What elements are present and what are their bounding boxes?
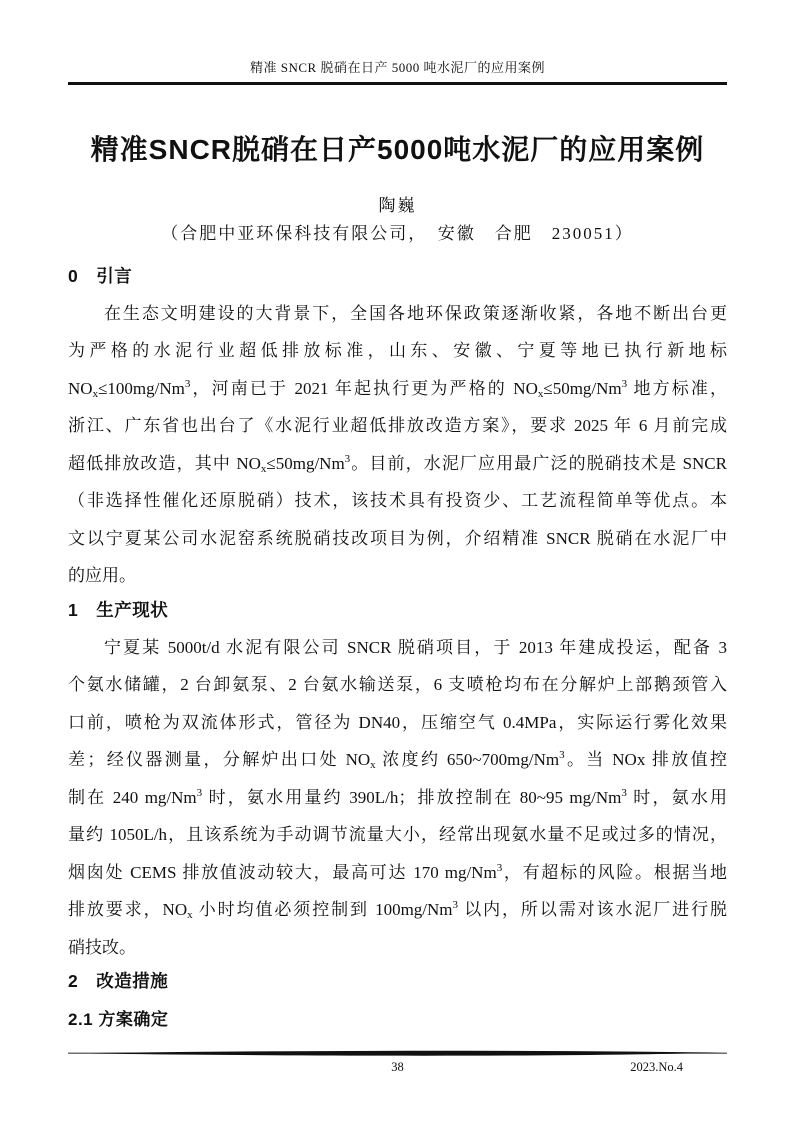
article-body [68, 263, 727, 1033]
text-run: 时，氨水用量约 390L/h；排放控制在 80~95 mg/Nm [202, 787, 622, 807]
text-run: 。目前，水泥厂应用最广泛的脱硝技术是 SNCR [350, 453, 727, 473]
text-run: 的应用。 [68, 566, 136, 585]
text-run: 宁夏某 5000t/d 水泥有限公司 SNCR 脱硝项目，于 2013 年建成投运，配备 3 [104, 637, 727, 657]
text-line [68, 520, 727, 558]
text-run: 超低排放改造，其中 NO [68, 453, 261, 473]
text-line [68, 295, 727, 333]
text-run: 在生态文明建设的大背景下，全国各地环保政策逐渐收紧，各地不断出台更 [104, 303, 727, 323]
text-run: （非选择性催化还原脱硝）技术，该技术具有投资少、工艺流程简单等优点。本 [68, 491, 727, 510]
text-line [68, 557, 727, 595]
text-run: 为严格的水泥行业超低排放标准，山东、安徽、宁夏等地已执行新地标 [68, 341, 727, 360]
text-run: ，河南已于 2021 年起执行更为严格的 NO [190, 378, 538, 398]
text-run: 以内，所以需对该水泥厂进行脱 [458, 900, 727, 919]
superscript: 3 [559, 749, 565, 761]
text-run: 个氨水储罐，2 台卸氨泵、2 台氨水输送泵，6 支喷枪均布在分解炉上部鹅颈管入 [68, 675, 727, 694]
subscript: x [370, 759, 376, 771]
text-run: 差；经仪器测量，分解炉出口处 NO [68, 750, 371, 769]
text-line [68, 779, 727, 817]
text-run: 浓度约 650~700mg/Nm [375, 750, 560, 769]
subscript: x [92, 387, 99, 400]
text-line [68, 332, 727, 370]
paragraph [68, 295, 727, 595]
text-run: 小时均值必须控制到 100mg/Nm [192, 900, 453, 919]
page-footer [68, 1049, 727, 1089]
paragraph [68, 629, 727, 967]
superscript: 3 [621, 377, 628, 390]
text-line [68, 816, 727, 854]
text-run: ≤50mg/Nm [543, 378, 622, 398]
superscript: 3 [496, 861, 503, 874]
text-line [68, 929, 727, 967]
text-line [68, 445, 727, 483]
text-line [68, 741, 727, 779]
text-run: 。当 NOx 排放值控 [564, 750, 727, 769]
text-line [68, 629, 727, 667]
subscript: x [187, 909, 193, 921]
text-line [68, 854, 727, 892]
superscript: 3 [184, 377, 191, 390]
footer-text-row [68, 1059, 727, 1075]
text-run: 烟囱处 CEMS 排放值波动较大，最高可达 170 mg/Nm [68, 862, 497, 882]
text-line [68, 704, 727, 742]
section-heading: 0 引言 [68, 265, 133, 286]
page-number: 38 [391, 1060, 404, 1074]
superscript: 3 [344, 452, 351, 465]
article-title: 精准SNCR脱硝在日产5000吨水泥厂的应用案例 [90, 133, 705, 165]
header-rule [68, 82, 727, 85]
footer-rule [68, 1049, 727, 1058]
text-run: 时，氨水用 [626, 787, 727, 807]
text-run: ≤50mg/Nm [266, 453, 345, 473]
text-run: 地方标准， [627, 378, 728, 398]
text-line [68, 666, 727, 704]
text-run: 量约 1050L/h，且该系统为手动调节流量大小，经常出现氨水量不足或过多的情况， [68, 825, 727, 844]
text-run: 浙江、广东省也出台了《水泥行业超低排放改造方案》，要求 2025 年 6 月前完成 [68, 416, 727, 435]
author-affiliation: （合肥中亚环保科技有限公司， 安徽 合肥 230051） [161, 223, 634, 243]
text-line [68, 482, 727, 520]
text-run: 排放要求，NO [68, 900, 188, 919]
section-heading: 2 改造措施 [68, 971, 169, 991]
section-heading: 2.1 方案确定 [68, 1010, 169, 1029]
superscript: 3 [196, 786, 203, 799]
text-run: 文以宁夏某公司水泥窑系统脱硝技改项目为例，介绍精准 SNCR 脱硝在水泥厂中 [68, 528, 727, 548]
text-run: 口前，喷枪为双流体形式，管径为 DN40，压缩空气 0.4MPa，实际运行雾化效果 [68, 712, 727, 732]
text-run: 硝技改。 [68, 937, 136, 957]
text-run: ≤100mg/Nm [98, 378, 185, 398]
subscript: x [537, 387, 544, 400]
section-heading: 1 生产现状 [68, 599, 169, 620]
text-run: NO [68, 378, 93, 398]
issue-number: 2023.No.4 [630, 1060, 683, 1074]
author-name: 陶巍 [378, 195, 417, 215]
text-line [68, 407, 727, 445]
subscript: x [260, 462, 267, 475]
text-line [68, 891, 727, 929]
running-header: 精准 SNCR 脱硝在日产 5000 吨水泥厂的应用案例 [250, 60, 545, 75]
text-line [68, 370, 727, 408]
text-run: ，有超标的风险。根据当地 [502, 862, 727, 882]
superscript: 3 [452, 899, 459, 911]
superscript: 3 [621, 786, 627, 799]
text-run: 制在 240 mg/Nm [68, 787, 197, 807]
